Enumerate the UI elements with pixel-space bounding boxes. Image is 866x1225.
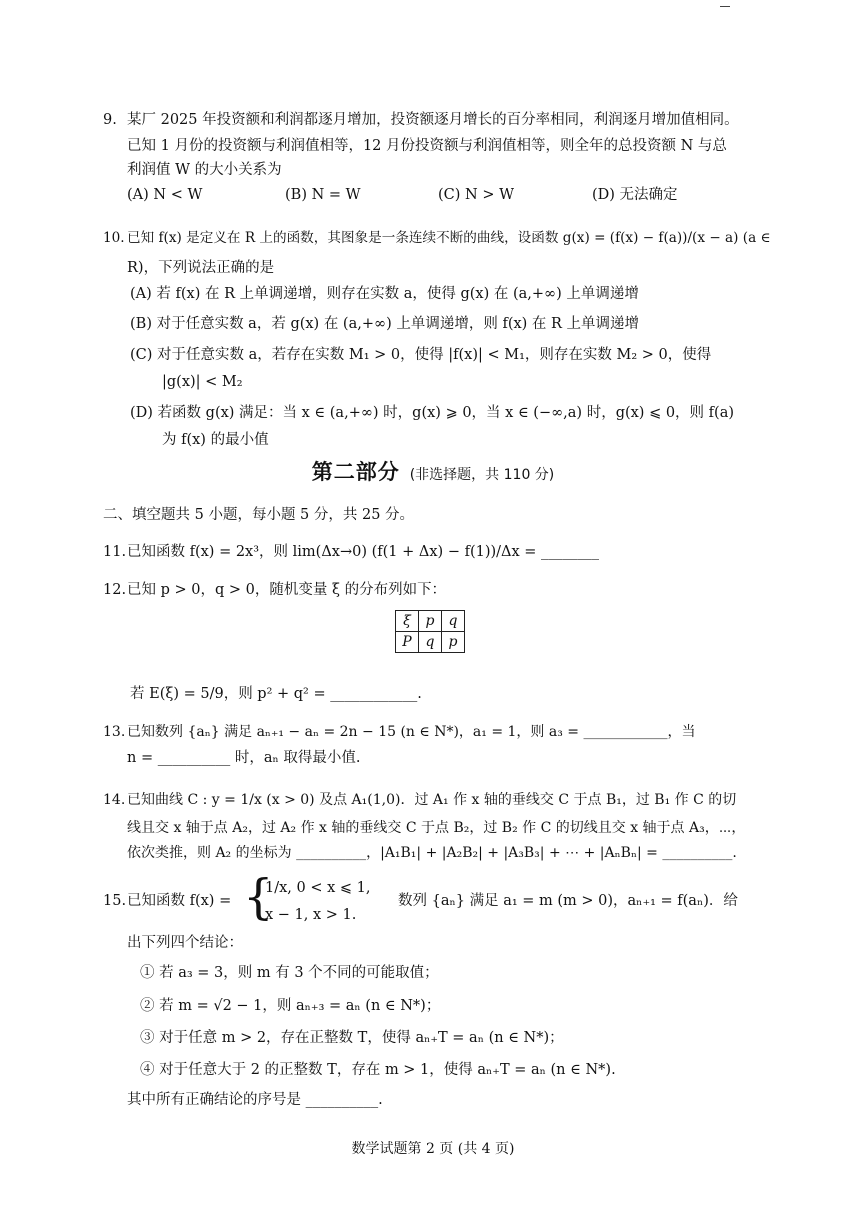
q12-line2: 若 E(ξ) = 5/9，则 p² + q² = ____________. — [130, 686, 422, 702]
q15-item-3: ③ 对于任意 m > 2，存在正整数 T，使得 aₙ₊T = aₙ (n ∈ N*)； — [140, 1030, 564, 1046]
q11-line: 11.已知函数 f(x) = 2x³，则 lim(Δx→0) (f(1 + Δx) − f(1))/Δx = ________ — [103, 544, 600, 560]
q9-line1: 9. 某厂 2025 年投资额和利润都逐月增加，投资额逐月增长的百分率相同，利润逐月增加值相同。 — [103, 112, 739, 128]
q10-option-d-line1: (D) 若函数 g(x) 满足：当 x ∈ (a,+∞) 时，g(x) ⩾ 0，当 x ∈ (−∞,a) 时，g(x) ⩽ 0，则 f(a) — [130, 405, 734, 421]
scan-mark — [720, 6, 730, 7]
q9-number: 9. — [103, 112, 117, 128]
table-row — [396, 611, 465, 632]
q15-lead: 15.已知函数 f(x) = — [103, 893, 232, 909]
brace-symbol: { — [243, 869, 274, 925]
q10-option-a: (A) 若 f(x) 在 R 上单调递增，则存在实数 a，使得 g(x) 在 (a,+∞) 上单调递增 — [130, 286, 639, 302]
distribution-table — [395, 610, 465, 653]
q13-line2: n = __________ 时，aₙ 取得最小值. — [127, 750, 361, 766]
q10-option-c-line1: (C) 对于任意实数 a，若存在实数 M₁ > 0，使得 |f(x)| < M₁，则存在实数 M₂ > 0，使得 — [130, 347, 712, 363]
q15-last: 其中所有正确结论的序号是 __________. — [127, 1092, 383, 1108]
q10-line2: R)，下列说法正确的是 — [127, 260, 275, 276]
q9-option-c: (C) N > W — [438, 187, 514, 203]
table-cell: ξ — [396, 611, 419, 632]
q9-line3: 利润值 W 的大小关系为 — [127, 162, 282, 178]
section-subtitle: (非选择题，共 110 分) — [409, 467, 555, 483]
q9-option-d: (D) 无法确定 — [592, 187, 678, 203]
q15-line2: 出下列四个结论： — [127, 935, 243, 951]
fill-in-header: 二、填空题共 5 小题，每小题 5 分，共 25 分。 — [103, 507, 415, 523]
q15-case2: x − 1, x > 1. — [265, 907, 357, 923]
q13-number: 13. — [103, 724, 126, 740]
page-footer: 数学试题第 2 页 (共 4 页) — [351, 1141, 515, 1157]
q13-line1: 13. 已知数列 {aₙ} 满足 aₙ₊₁ − aₙ = 2n − 15 (n ∈ N*)，a₁ = 1，则 a₃ = ____________，当 — [103, 724, 696, 740]
q10-option-c-line2: |g(x)| < M₂ — [162, 374, 243, 390]
section-title: 第二部分 — [311, 460, 400, 484]
q12-line1: 12.已知 p > 0，q > 0，随机变量 ξ 的分布列如下： — [103, 582, 447, 598]
q10-option-b: (B) 对于任意实数 a，若 g(x) 在 (a,+∞) 上单调递增，则 f(x) 在 R 上单调递增 — [130, 316, 640, 332]
q14-line3: 依次类推，则 A₂ 的坐标为 __________，|A₁B₁| + |A₂B₂| + |A₃B₃| + ⋯ + |AₙBₙ| = __________. — [127, 845, 737, 861]
table-cell: p — [442, 632, 465, 653]
section-heading — [0, 456, 866, 486]
q9-option-b: (B) N = W — [285, 187, 361, 203]
q11-number: 11. — [103, 544, 127, 560]
q10-line1: 10. 已知 f(x) 是定义在 R 上的函数，其图象是一条连续不断的曲线，设函数 g(x) = (f(x) − f(a))/(x − a) (a ∈ — [103, 230, 771, 246]
q15-item-2: ② 若 m = √2 − 1，则 aₙ₊₃ = aₙ (n ∈ N*)； — [140, 998, 441, 1014]
table-cell: q — [419, 632, 442, 653]
q15-number: 15. — [103, 893, 127, 909]
q10-option-d-line2: 为 f(x) 的最小值 — [162, 432, 269, 448]
q15-case1: 1/x, 0 < x ⩽ 1, — [265, 880, 371, 896]
q15-tail: 数列 {aₙ} 满足 a₁ = m (m > 0)，aₙ₊₁ = f(aₙ)．给 — [398, 893, 738, 909]
q12-number: 12. — [103, 582, 127, 598]
q14-line2: 线且交 x 轴于点 A₂，过 A₂ 作 x 轴的垂线交 C 于点 B₂，过 B₂ 作 C 的切线且交 x 轴于点 A₃，⋯， — [127, 820, 746, 836]
q9-option-a: (A) N < W — [127, 187, 203, 203]
q10-number: 10. — [103, 230, 125, 246]
q14-line1: 14. 已知曲线 C : y = 1/x (x > 0) 及点 A₁(1,0)．过 A₁ 作 x 轴的垂线交 C 于点 B₁，过 B₁ 作 C 的切 — [103, 792, 737, 808]
q15-item-1: ① 若 a₃ = 3，则 m 有 3 个不同的可能取值； — [140, 965, 439, 981]
table-cell: p — [419, 611, 442, 632]
q15-item-4: ④ 对于任意大于 2 的正整数 T，存在 m > 1，使得 aₙ₊T = aₙ (n ∈ N*). — [140, 1062, 616, 1078]
table-cell: P — [396, 632, 419, 653]
q9-line2: 已知 1 月份的投资额与利润值相等，12 月份投资额与利润值相等，则全年的总投资额 N 与总 — [127, 138, 727, 154]
table-cell: q — [442, 611, 465, 632]
q14-number: 14. — [103, 792, 126, 808]
table-row — [396, 632, 465, 653]
